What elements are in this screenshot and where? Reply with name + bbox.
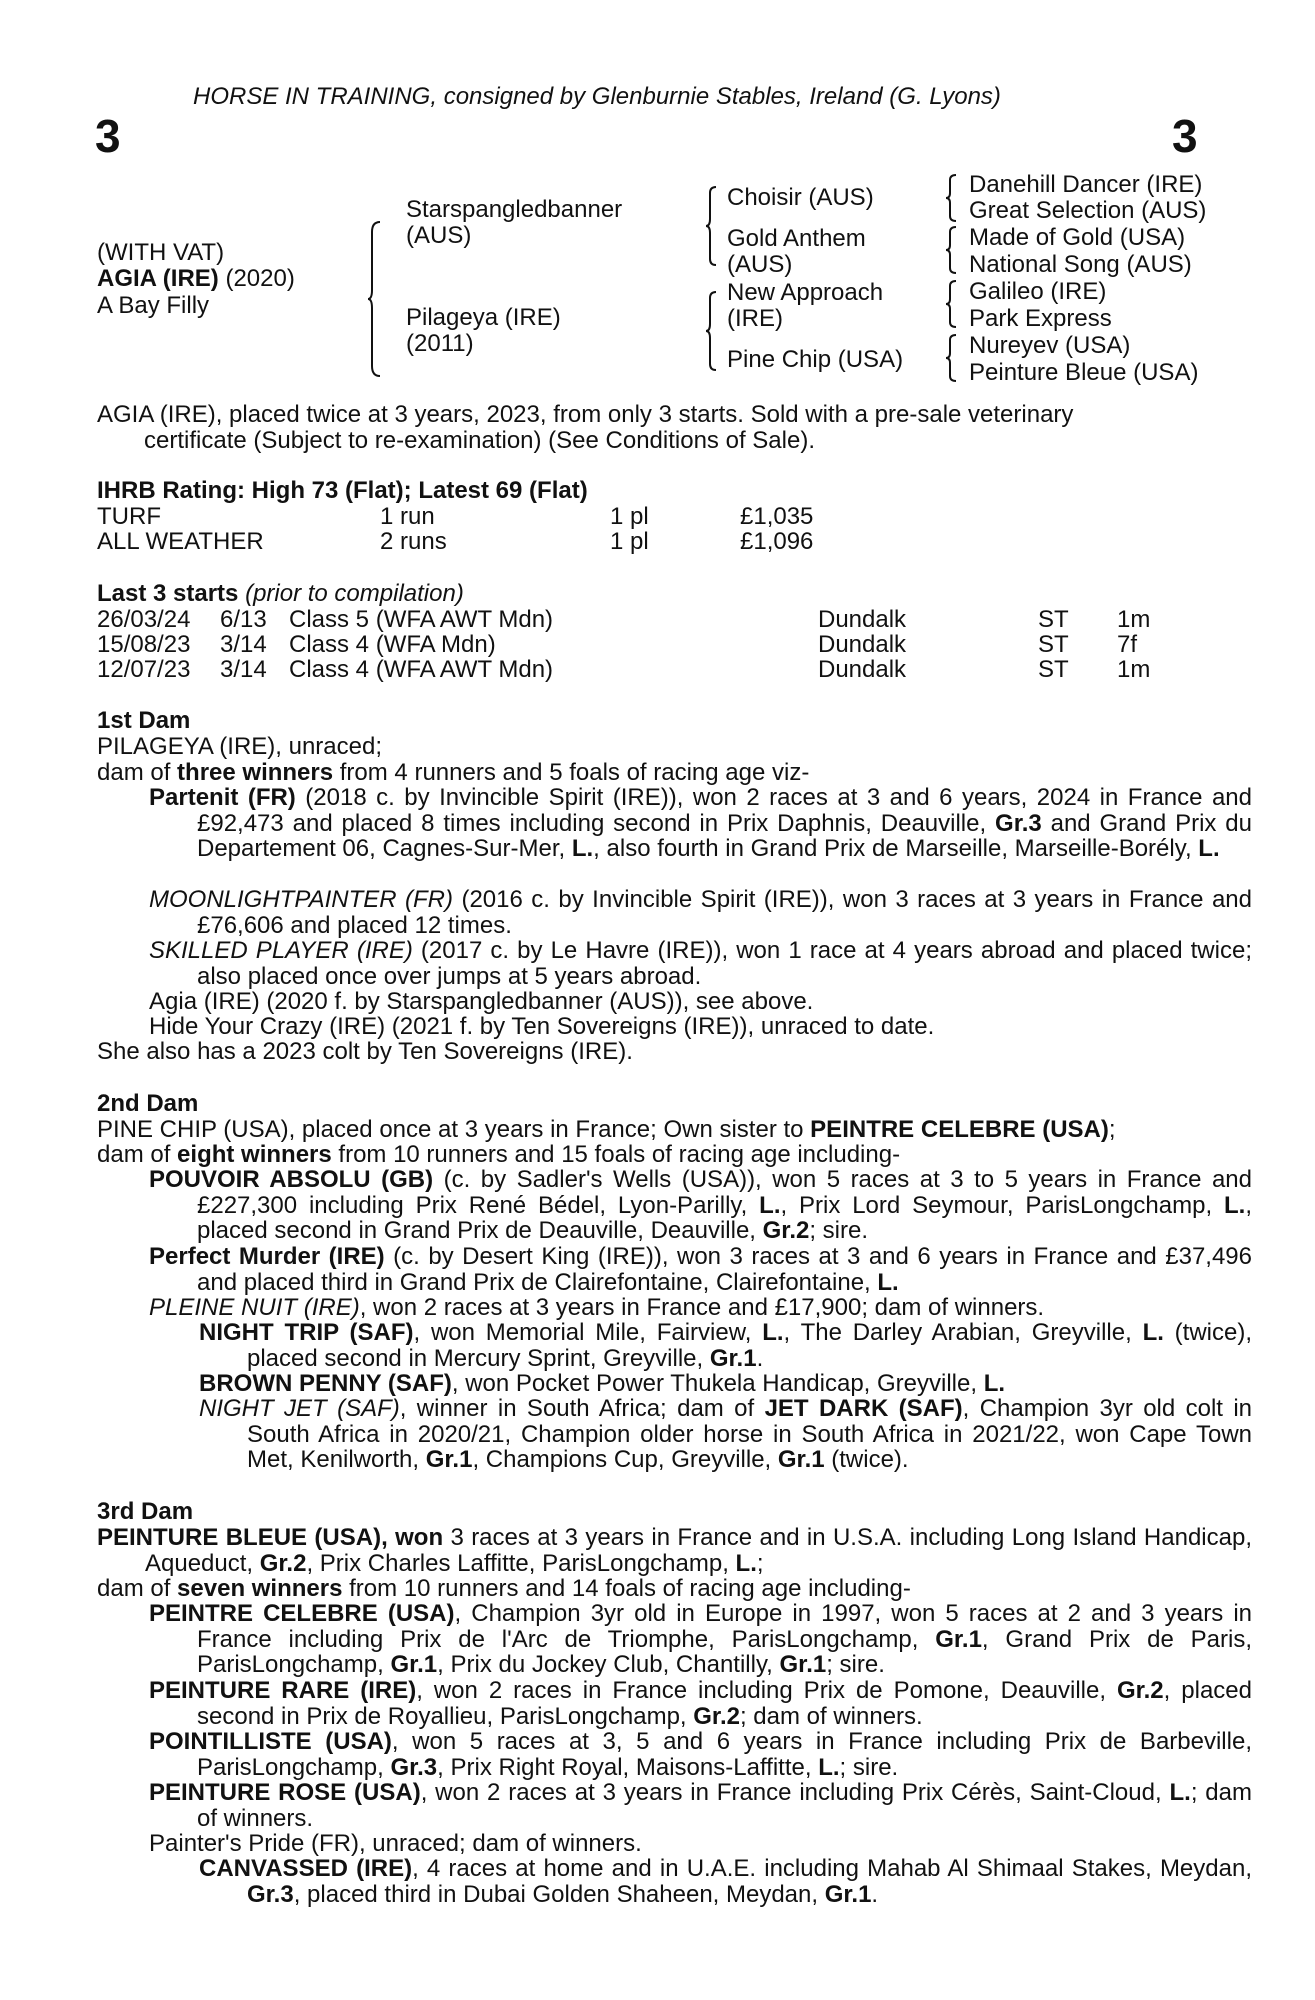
progeny-text: , won Pocket Power Thukela Handicap, Greyville, [451, 1370, 984, 1397]
dam2-l2-pre: dam of [97, 1141, 178, 1168]
rating-placed-1: 1 pl [610, 503, 649, 530]
dam1-heading: 1st Dam [97, 707, 191, 734]
grade-label: Gr.1 [824, 1880, 872, 1908]
starts-heading [97, 581, 464, 607]
start-race-3: Class 4 (WFA AWT Mdn) [289, 656, 554, 683]
dam3-l2-post: from 10 runners and 14 foals of racing age including- [342, 1575, 911, 1602]
listed-label: L. [1198, 835, 1220, 862]
progeny-text: , The Darley Arabian, Greyville, [783, 1319, 1143, 1346]
dam2-progeny-2 [149, 1244, 1252, 1295]
sire-line-1: Starspangledbanner [406, 196, 623, 223]
dam3-grandprogeny-1 [199, 1856, 1252, 1907]
progeny-text: (2017 c. by Le Havre (IRE)), won 1 race at 4 years abroad and placed twice; also placed once over jumps at 5 years abroad. [197, 937, 1252, 990]
gen3-1: Choisir (AUS) [727, 184, 874, 211]
grade-label: Gr.1 [709, 1344, 757, 1372]
progeny-text: , won 2 races at 3 years in France including Prix Cérès, Saint-Cloud, [420, 1779, 1170, 1806]
start-dist-2: 7f [1117, 631, 1138, 658]
start-course-3: Dundalk [818, 656, 907, 683]
progeny-text: , also fourth in Grand Prix de Marseille, Marseille-Borély, [593, 835, 1199, 862]
pedigree-brace-4 [946, 173, 958, 223]
start-going-3: ST [1038, 656, 1069, 683]
progeny-name: NIGHT TRIP (SAF) [199, 1319, 414, 1346]
progeny-name: PLEINE NUIT (IRE) [149, 1294, 360, 1321]
grade-label: Gr.2 [693, 1702, 740, 1730]
pedigree-brace-1 [368, 220, 382, 378]
start-course-1: Dundalk [818, 606, 907, 633]
pedigree-brace-5 [946, 225, 958, 275]
start-going-1: ST [1038, 606, 1069, 633]
progeny-text: and Grand Prix du Departement 06, Cagnes-Sur-Mer, [197, 809, 1252, 862]
dam2-grandprogeny-3 [199, 1396, 1252, 1473]
progeny-text: (twice). [824, 1446, 909, 1473]
pedigree-brace-6 [946, 279, 958, 329]
starts-note: (prior to compilation) [245, 580, 464, 607]
sire-line-2: (AUS) [406, 222, 472, 249]
start-dist-3: 1m [1117, 656, 1151, 683]
progeny-text: ; dam of winners. [739, 1702, 923, 1730]
dam3-progeny-5: Painter's Pride (FR), unraced; dam of winners. [149, 1830, 642, 1857]
dam1-line2 [97, 760, 809, 786]
dam1-progeny-1 [149, 785, 1252, 862]
start-pos-3: 3/14 [220, 656, 267, 683]
dam3-name: PEINTURE BLEUE (USA) [97, 1524, 382, 1551]
grade-label: Gr.3 [247, 1880, 294, 1908]
start-date-3: 12/07/23 [97, 656, 191, 683]
vat-note: (WITH VAT) [97, 239, 225, 266]
grade-label: Gr.3 [995, 809, 1042, 837]
progeny-text: , Prix Charles Laffitte, ParisLongchamp, [306, 1549, 736, 1577]
dam-line-1: Pilageya (IRE) [406, 304, 561, 331]
start-course-2: Dundalk [818, 631, 907, 658]
dam3-heading: 3rd Dam [97, 1498, 194, 1525]
progeny-name: POINTILLISTE (USA) [149, 1728, 392, 1755]
rating-surface-2: ALL WEATHER [97, 528, 264, 555]
progeny-text: , Prix Lord Seymour, ParisLongchamp, [780, 1191, 1224, 1219]
listed-label: L. [983, 1370, 1006, 1397]
dam2-l1-post: ; [1108, 1116, 1116, 1143]
progeny-name: SKILLED PLAYER (IRE) [149, 937, 413, 964]
dam1-progeny-2 [149, 887, 1252, 938]
progeny-text: . [756, 1344, 764, 1372]
progeny-text: ; [756, 1549, 764, 1577]
dam2-line2 [97, 1142, 900, 1168]
gen4-6: Park Express [969, 305, 1112, 332]
rating-runs-1: 1 run [380, 503, 435, 530]
grade-label: Gr.2 [762, 1217, 810, 1244]
progeny-text: (2018 c. by Invincible Spirit (IRE)), won 2 races at 3 and 6 years, 2024 in France and £92,473 and placed 8 times including second in Prix Daphnis, Deauville, [197, 784, 1253, 837]
grade-label: Gr.1 [777, 1446, 825, 1473]
horse-year: (2020) [225, 265, 295, 292]
progeny-text: (2016 c. by Invincible Spirit (IRE)), won 3 races at 3 years in France and £76,606 and placed 12 times. [197, 886, 1252, 939]
dam3-progeny-4 [149, 1780, 1252, 1831]
progeny-name: Perfect Murder (IRE) [149, 1243, 385, 1270]
progeny-name: JET DARK (SAF) [764, 1395, 963, 1422]
dam1-progeny-5: Hide Your Crazy (IRE) (2021 f. by Ten Sovereigns (IRE)), unraced to date. [149, 1013, 935, 1040]
start-date-1: 26/03/24 [97, 606, 191, 633]
progeny-text: , placed second in Grand Prix de Deauville, Deauville, [197, 1191, 1252, 1244]
dam3-progeny-2 [149, 1678, 1252, 1729]
progeny-text: , placed second in Prix de Royallieu, ParisLongchamp, [197, 1677, 1252, 1730]
rating-runs-2: 2 runs [380, 528, 447, 555]
progeny-text: , winner in South Africa; dam of [399, 1395, 765, 1422]
progeny-text: , won Memorial Mile, Fairview, [413, 1319, 763, 1346]
gen4-3: Made of Gold (USA) [969, 224, 1186, 251]
dam2-l1-bold: PEINTRE CELEBRE (USA) [810, 1116, 1109, 1143]
intro-line-1: AGIA (IRE), placed twice at 3 years, 2023, from only 3 starts. Sold with a pre-sale veterinary [97, 401, 1074, 428]
gen3-2-line-1: Gold Anthem [727, 225, 866, 252]
dam-name [406, 305, 561, 357]
progeny-text: ; sire. [809, 1217, 869, 1244]
rating-prize-1: £1,035 [740, 503, 814, 530]
progeny-text: , placed third in Dubai Golden Shaheen, Meydan, [293, 1880, 825, 1908]
start-pos-1: 6/13 [220, 606, 267, 633]
gen3-2-line-2: (AUS) [727, 251, 793, 278]
progeny-name: PEINTURE ROSE (USA) [149, 1779, 421, 1806]
listed-label: L. [1169, 1779, 1191, 1806]
dam3-line1 [97, 1525, 1252, 1576]
grade-label: Gr.3 [390, 1753, 438, 1781]
listed-label: L. [571, 835, 594, 862]
progeny-name: MOONLIGHTPAINTER (FR) [149, 886, 453, 913]
start-pos-2: 3/14 [220, 631, 267, 658]
intro-line-2: certificate (Subject to re-examination) (See Conditions of Sale). [144, 427, 815, 454]
listed-label: L. [877, 1268, 899, 1296]
start-race-1: Class 5 (WFA AWT Mdn) [289, 606, 554, 633]
progeny-name: POUVOIR ABSOLU (GB) [149, 1166, 434, 1193]
dam2-progeny-1 [149, 1167, 1252, 1244]
progeny-text: , Prix du Jockey Club, Chantilly, [437, 1651, 780, 1678]
pedigree-brace-2 [706, 185, 718, 267]
dam3-progeny-3 [149, 1729, 1252, 1780]
horse-name: AGIA (IRE) [97, 265, 219, 292]
listed-label: L. [735, 1549, 757, 1577]
lot-number-left: 3 [95, 110, 121, 162]
gen3-3-line-2: (IRE) [727, 305, 783, 332]
grade-label: Gr.2 [259, 1549, 307, 1577]
dam2-grandprogeny-1 [199, 1320, 1252, 1371]
grade-label: Gr.2 [1116, 1677, 1164, 1704]
rating-prize-2: £1,096 [740, 528, 814, 555]
gen4-5: Galileo (IRE) [969, 278, 1107, 305]
listed-label: L. [818, 1753, 840, 1781]
dam3-progeny-1 [149, 1601, 1252, 1678]
progeny-text: , Prix Right Royal, Maisons-Laffitte, [437, 1753, 819, 1781]
dam1-note: She also has a 2023 colt by Ten Sovereigns (IRE). [97, 1038, 633, 1065]
gen4-8: Peinture Bleue (USA) [969, 359, 1199, 386]
starts-title: Last 3 starts [97, 580, 239, 607]
dam1-l2-bold: three winners [177, 759, 334, 786]
dam3-line2 [97, 1576, 911, 1602]
dam3-l2-bold: seven winners [177, 1575, 343, 1602]
grade-label: Gr.1 [390, 1651, 438, 1678]
progeny-text: 3 races at 3 years in France and in U.S.A. including Long Island Handicap, Aqueduct, [145, 1524, 1253, 1577]
listed-label: L. [1142, 1319, 1164, 1346]
pedigree-brace-7 [946, 333, 958, 383]
start-date-2: 15/08/23 [97, 631, 191, 658]
dam2-progeny-3 [149, 1295, 1044, 1321]
page-title: HORSE IN TRAINING, consigned by Glenburnie Stables, Ireland (G. Lyons) [193, 83, 1001, 110]
dam-line-2: (2011) [406, 330, 474, 357]
gen3-4: Pine Chip (USA) [727, 346, 904, 373]
dam1-progeny-4: Agia (IRE) (2020 f. by Starspangledbanner (AUS)), see above. [149, 988, 814, 1015]
start-going-2: ST [1038, 631, 1069, 658]
progeny-text: , Champion 3yr old colt in South Africa in 2020/21, Champion older horse in South Africa in 2021/22, won Cape Town Met, Kenilworth, [247, 1395, 1253, 1473]
progeny-text: (twice), placed second in Mercury Sprint, Greyville, [247, 1319, 1253, 1372]
progeny-text: ; sire. [826, 1651, 885, 1678]
dam2-l2-post: from 10 runners and 15 foals of racing age including- [331, 1141, 901, 1168]
dam3-l2-pre: dam of [97, 1575, 178, 1602]
progeny-name: PEINTURE RARE (IRE) [149, 1677, 417, 1704]
progeny-text: , won 2 races at 3 years in France and £17,900; dam of winners. [359, 1294, 1045, 1321]
dam2-l2-bold: eight winners [177, 1141, 332, 1168]
dam2-l1-pre: PINE CHIP (USA), placed once at 3 years in France; Own sister to [97, 1116, 811, 1143]
progeny-name: BROWN PENNY (SAF) [199, 1370, 452, 1397]
progeny-name: Partenit (FR) [149, 784, 296, 811]
rating-surface-1: TURF [97, 503, 161, 530]
progeny-name: CANVASSED (IRE) [199, 1855, 413, 1882]
grade-label: Gr.1 [779, 1651, 827, 1678]
progeny-name: NIGHT JET (SAF) [199, 1395, 400, 1422]
start-dist-1: 1m [1117, 606, 1151, 633]
horse-name-line [97, 266, 295, 292]
progeny-text: , 4 races at home and in U.A.E. including Mahab Al Shimaal Stakes, Meydan, [412, 1855, 1252, 1882]
rating-heading: IHRB Rating: High 73 (Flat); Latest 69 (Flat) [97, 477, 588, 504]
dam1-line1: PILAGEYA (IRE), unraced; [97, 733, 383, 760]
progeny-text: (c. by Desert King (IRE)), won 3 races at 3 and 6 years in France and £37,496 and placed third in Grand Prix de Clairefontaine, Clairefontaine, [197, 1243, 1252, 1296]
progeny-text: ; sire. [839, 1753, 899, 1781]
horse-description: A Bay Filly [97, 292, 210, 319]
grade-label: Gr.1 [935, 1625, 982, 1653]
dam1-l2-pre: dam of [97, 759, 178, 786]
rating-placed-2: 1 pl [610, 528, 649, 555]
gen4-2: Great Selection (AUS) [969, 197, 1207, 224]
pedigree-brace-3 [706, 290, 718, 372]
gen4-7: Nureyev (USA) [969, 332, 1131, 359]
progeny-text: . [871, 1880, 879, 1908]
listed-label: L. [762, 1319, 784, 1346]
dam2-grandprogeny-2 [199, 1371, 1005, 1397]
gen3-2 [727, 226, 866, 278]
dam1-progeny-3 [149, 938, 1252, 989]
sire-name [406, 197, 622, 249]
dam1-l2-post: from 4 runners and 5 foals of racing age viz- [333, 759, 810, 786]
dam2-heading: 2nd Dam [97, 1090, 199, 1117]
gen3-3-line-1: New Approach [727, 279, 884, 306]
dam2-line1 [97, 1117, 1116, 1143]
progeny-text: , Grand Prix de Paris, ParisLongchamp, [197, 1625, 1252, 1678]
progeny-text: , Champion 3yr old in Europe in 1997, won 5 races at 2 and 3 years in France including Prix de l'Arc de Triomphe, ParisLongchamp, [197, 1600, 1253, 1653]
progeny-text: (c. by Sadler's Wells (USA)), won 5 races at 3 to 5 years in France and £227,300 including Prix René Bédel, Lyon-Parilly, [197, 1166, 1252, 1219]
listed-label: L. [1224, 1191, 1246, 1219]
start-race-2: Class 4 (WFA Mdn) [289, 631, 496, 658]
gen4-1: Danehill Dancer (IRE) [969, 171, 1203, 198]
grade-label: Gr.1 [425, 1446, 473, 1473]
lot-number-right: 3 [1172, 110, 1198, 162]
dam3-won: , won [381, 1524, 444, 1551]
progeny-text: , won 2 races in France including Prix de Pomone, Deauville, [416, 1677, 1117, 1704]
listed-label: L. [759, 1191, 781, 1219]
progeny-text: , Champions Cup, Greyville, [472, 1446, 778, 1473]
gen3-3 [727, 280, 883, 332]
progeny-name: PEINTRE CELEBRE (USA) [149, 1600, 455, 1627]
progeny-text: , won 5 races at 3, 5 and 6 years in France including Prix de Barbeville, ParisLongchamp, [197, 1728, 1252, 1781]
progeny-text: ; dam of winners. [197, 1779, 1252, 1832]
gen4-4: National Song (AUS) [969, 251, 1192, 278]
